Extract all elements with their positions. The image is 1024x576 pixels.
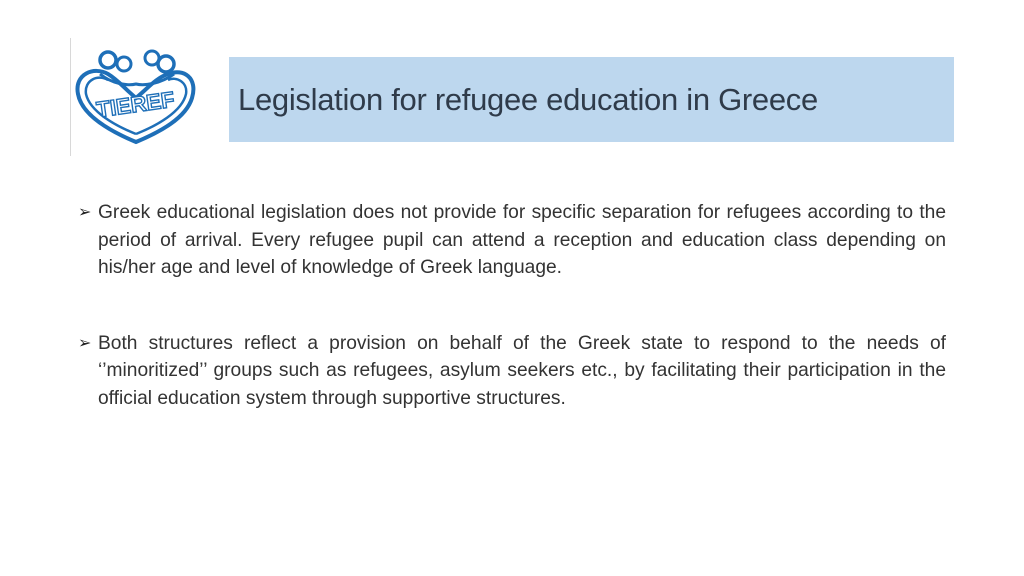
tieref-logo xyxy=(72,44,200,148)
bullet-list xyxy=(78,199,946,412)
title-banner xyxy=(229,57,954,142)
list-item xyxy=(78,330,946,413)
logo-divider xyxy=(70,38,71,156)
list-item xyxy=(78,199,946,282)
bullet-text: Greek educational legislation does not provide for specific separation for refugees according to the period of arrival. Every refugee pupil can attend a reception and education class depending on his/her age and level of knowledge of Greek language. xyxy=(98,202,946,278)
bullet-text: Both structures reflect a provision on behalf of the Greek state to respond to the needs of ‘’minoritized’’ groups such as refugees, asylum seekers etc., by facilitating their participation in the official education system through supportive structures. xyxy=(98,332,946,409)
arrow-bullet-icon: ➢ xyxy=(78,334,92,352)
arrow-bullet-icon: ➢ xyxy=(78,204,92,221)
logo-text: TIEREF xyxy=(95,86,176,123)
page-title: Legislation for refugee education in Greece xyxy=(238,81,818,117)
